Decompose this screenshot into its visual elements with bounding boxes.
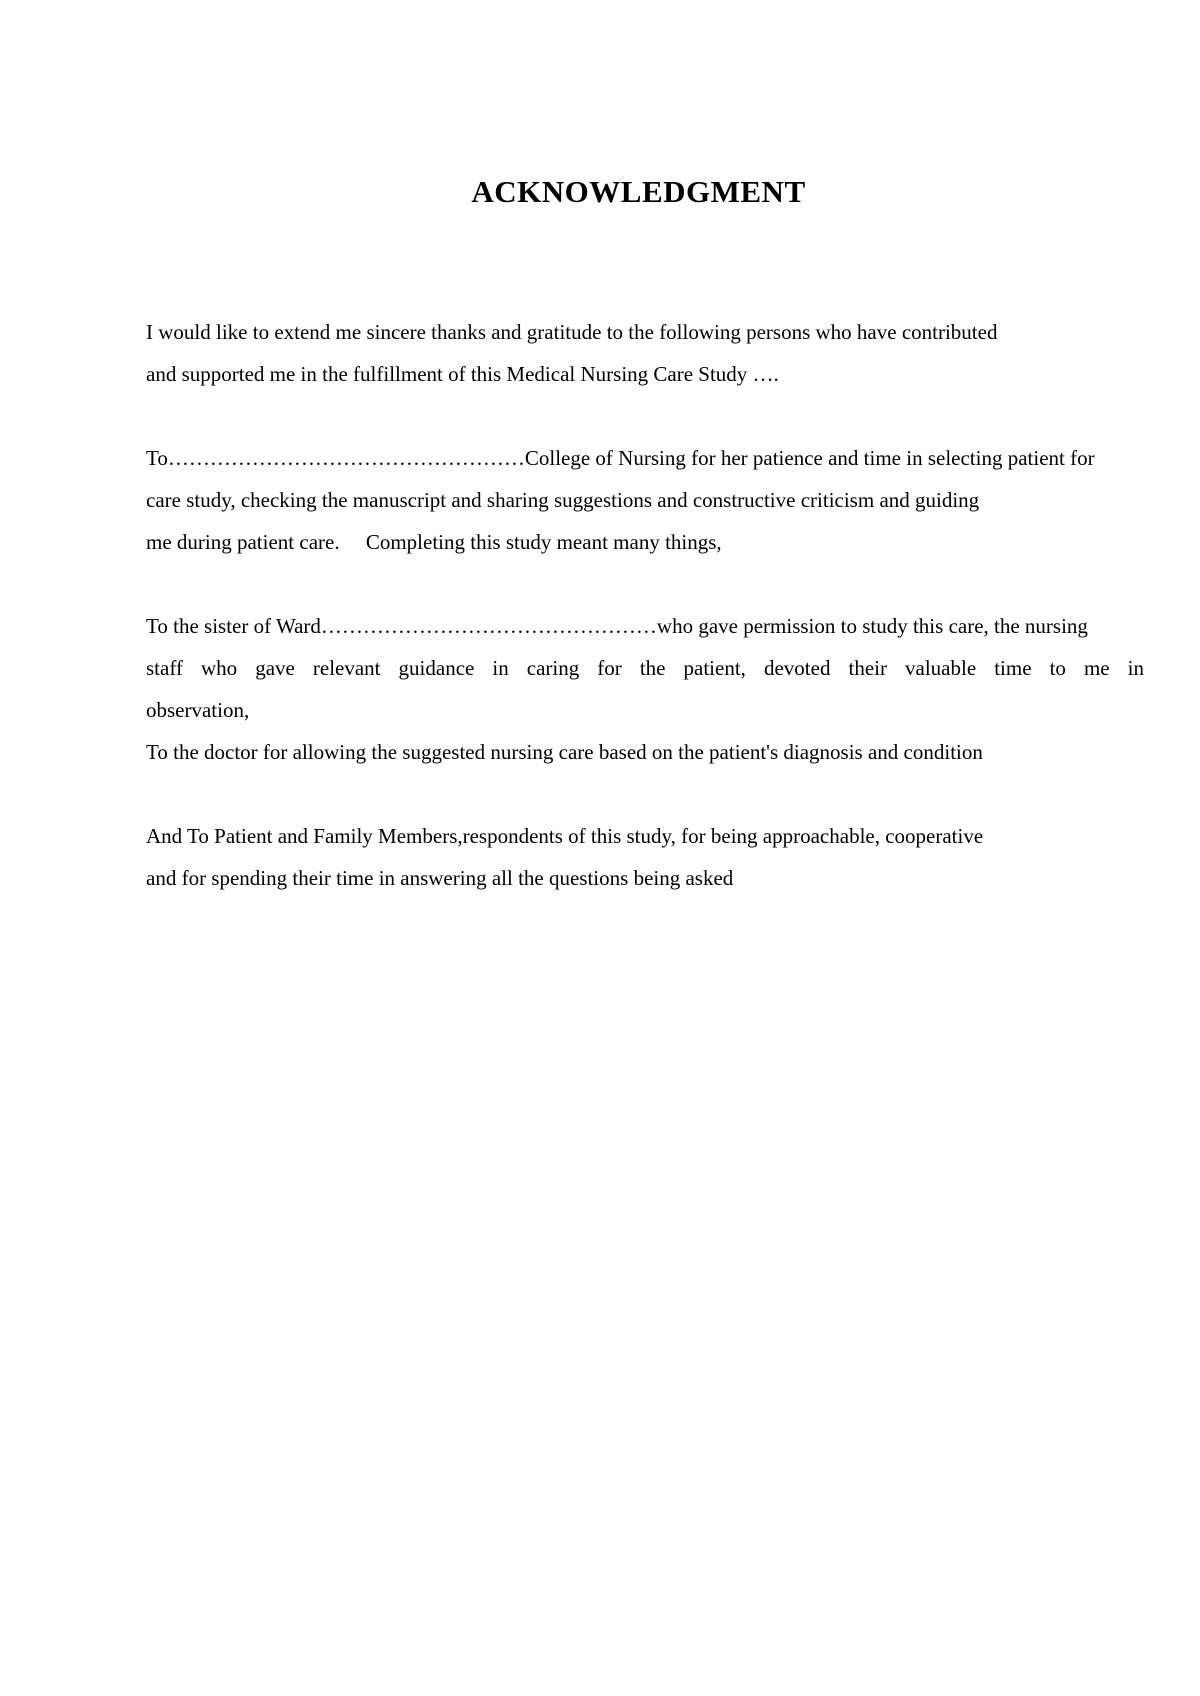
paragraph-line: care study, checking the manuscript and sharing suggestions and constructive criticism and guiding	[146, 488, 980, 512]
paragraph-line: staff who gave relevant guidance in caring for the patient, devoted their valuable time to me in	[146, 656, 1144, 680]
paragraph-college	[146, 437, 1144, 563]
paragraph-line: And To Patient and Family Members,respondents of this study, for being approachable, cooperative	[146, 824, 984, 848]
paragraph-line: and supported me in the fulfillment of this Medical Nursing Care Study ….	[146, 362, 779, 386]
paragraph-patient	[146, 815, 1144, 899]
paragraph-doctor	[146, 731, 1144, 773]
paragraph-ward	[146, 605, 1144, 731]
page-title: ACKNOWLEDGMENT	[471, 174, 806, 209]
paragraph-line: me during patient care. Completing this study meant many things,	[146, 530, 722, 554]
paragraph-line: To……………………………………………College of Nursing for her patience and time in selecting patient for	[146, 446, 1095, 470]
paragraph-intro	[146, 311, 1144, 395]
paragraph-line: To the doctor for allowing the suggested nursing care based on the patient's diagnosis and condition	[146, 740, 983, 764]
paragraph-line: To the sister of Ward…………………………………………who gave permission to study this care, the nursing	[146, 614, 1088, 638]
paragraph-line: and for spending their time in answering all the questions being asked	[146, 866, 734, 890]
paragraph-line: observation,	[146, 698, 250, 722]
paragraph-line: I would like to extend me sincere thanks and gratitude to the following persons who have contributed	[146, 320, 998, 344]
